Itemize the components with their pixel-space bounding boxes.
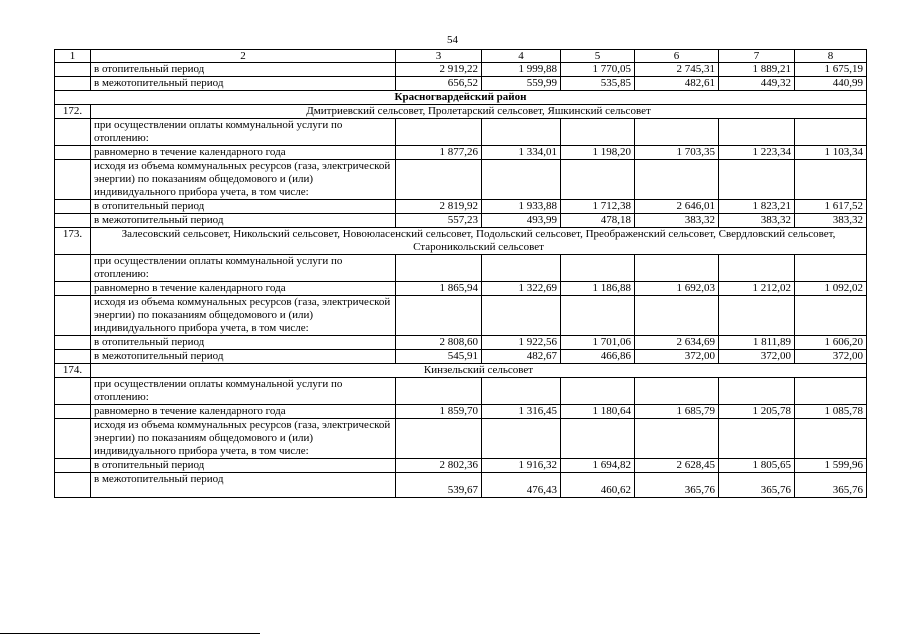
value-cell-empty — [482, 255, 561, 282]
meter-row — [55, 419, 867, 459]
tariff-table — [54, 49, 867, 498]
value-cell: 1 212,02 — [719, 282, 795, 296]
number-cell-empty — [55, 160, 91, 200]
value-cell-empty — [482, 119, 561, 146]
meter-row — [55, 160, 867, 200]
value-cell: 1 770,05 — [561, 63, 635, 77]
number-cell-empty — [55, 419, 91, 459]
value-cell: 1 322,69 — [482, 282, 561, 296]
value-cell: 1 103,34 — [795, 146, 867, 160]
value-cell-empty — [795, 119, 867, 146]
value-cell: 1 085,78 — [795, 405, 867, 419]
value-cell-empty — [561, 378, 635, 405]
value-cell: 365,76 — [635, 473, 719, 498]
number-cell-empty — [55, 473, 91, 498]
number-cell-empty — [55, 282, 91, 296]
value-cell: 372,00 — [795, 350, 867, 364]
value-cell-empty — [396, 119, 482, 146]
value-cell: 545,91 — [396, 350, 482, 364]
value-cell-empty — [396, 255, 482, 282]
column-header: 4 — [482, 50, 561, 63]
value-cell: 1 865,94 — [396, 282, 482, 296]
row-label: в межотопительный период — [91, 473, 396, 498]
row-label: при осуществлении оплаты коммунальной услуги по отоплению: — [91, 255, 396, 282]
header-row — [55, 50, 867, 63]
group-title-row — [55, 364, 867, 378]
intro-row — [55, 378, 867, 405]
number-cell-empty — [55, 119, 91, 146]
value-cell-empty — [396, 378, 482, 405]
value-cell: 383,32 — [795, 214, 867, 228]
row-label: исходя из объема коммунальных ресурсов (газа, электрической энергии) по показаниям общедомового и (или) индивидуального прибора учета, в том числе: — [91, 160, 396, 200]
value-cell: 383,32 — [719, 214, 795, 228]
value-cell: 1 334,01 — [482, 146, 561, 160]
value-cell-empty — [635, 160, 719, 200]
value-cell: 557,23 — [396, 214, 482, 228]
intro-row — [55, 255, 867, 282]
value-cell: 1 933,88 — [482, 200, 561, 214]
group-title: Залесовский сельсовет, Никольский сельсовет, Новоюласенский сельсовет, Подольский сельсовет, Преображенский сельсовет, Свердловский сельсовет, Староникольский сельсовет — [91, 228, 867, 255]
value-cell: 2 808,60 — [396, 336, 482, 350]
value-cell: 1 823,21 — [719, 200, 795, 214]
column-header: 7 — [719, 50, 795, 63]
value-cell-empty — [482, 296, 561, 336]
value-cell: 1 811,89 — [719, 336, 795, 350]
table-row — [55, 336, 867, 350]
value-cell: 1 922,56 — [482, 336, 561, 350]
value-cell-empty — [635, 255, 719, 282]
column-header: 2 — [91, 50, 396, 63]
value-cell: 1 805,65 — [719, 459, 795, 473]
value-cell: 1 186,88 — [561, 282, 635, 296]
value-cell: 1 205,78 — [719, 405, 795, 419]
value-cell: 482,61 — [635, 77, 719, 91]
row-label: в межотопительный период — [91, 350, 396, 364]
value-cell-empty — [635, 119, 719, 146]
value-cell: 1 701,06 — [561, 336, 635, 350]
value-cell: 1 316,45 — [482, 405, 561, 419]
value-cell: 559,99 — [482, 77, 561, 91]
value-cell: 1 703,35 — [635, 146, 719, 160]
value-cell: 1 685,79 — [635, 405, 719, 419]
value-cell: 2 646,01 — [635, 200, 719, 214]
value-cell: 1 999,88 — [482, 63, 561, 77]
page-number: 54 — [447, 34, 458, 46]
value-cell-empty — [482, 160, 561, 200]
region-title: Красногвардейский район — [55, 91, 867, 105]
group-number: 172. — [55, 105, 91, 119]
value-cell: 1 092,02 — [795, 282, 867, 296]
value-cell-empty — [719, 296, 795, 336]
value-cell-empty — [719, 119, 795, 146]
value-cell-empty — [396, 160, 482, 200]
value-cell-empty — [795, 419, 867, 459]
number-cell-empty — [55, 459, 91, 473]
value-cell: 2 802,36 — [396, 459, 482, 473]
number-cell-empty — [55, 255, 91, 282]
table-row — [55, 405, 867, 419]
table-row — [55, 63, 867, 77]
value-cell-empty — [635, 419, 719, 459]
value-cell: 440,99 — [795, 77, 867, 91]
table-row — [55, 214, 867, 228]
value-cell: 372,00 — [719, 350, 795, 364]
value-cell: 1 859,70 — [396, 405, 482, 419]
row-label: в отопительный период — [91, 336, 396, 350]
table-row — [55, 282, 867, 296]
number-cell-empty — [55, 350, 91, 364]
value-cell-empty — [719, 378, 795, 405]
value-cell: 372,00 — [635, 350, 719, 364]
value-cell: 1 180,64 — [561, 405, 635, 419]
row-label: в межотопительный период — [91, 77, 396, 91]
value-cell: 535,85 — [561, 77, 635, 91]
table-row — [55, 459, 867, 473]
table-row — [55, 350, 867, 364]
number-cell-empty — [55, 214, 91, 228]
value-cell-empty — [795, 160, 867, 200]
value-cell: 383,32 — [635, 214, 719, 228]
value-cell: 539,67 — [396, 473, 482, 498]
value-cell-empty — [635, 378, 719, 405]
number-cell-empty — [55, 77, 91, 91]
number-cell-empty — [55, 336, 91, 350]
value-cell: 449,32 — [719, 77, 795, 91]
value-cell-empty — [561, 419, 635, 459]
value-cell-empty — [795, 296, 867, 336]
value-cell-empty — [635, 296, 719, 336]
value-cell: 2 919,22 — [396, 63, 482, 77]
value-cell: 1 198,20 — [561, 146, 635, 160]
row-label: равномерно в течение календарного года — [91, 146, 396, 160]
number-cell-empty — [55, 146, 91, 160]
column-header: 3 — [396, 50, 482, 63]
number-cell-empty — [55, 63, 91, 77]
value-cell: 1 692,03 — [635, 282, 719, 296]
value-cell-empty — [561, 296, 635, 336]
value-cell: 2 628,45 — [635, 459, 719, 473]
value-cell: 482,67 — [482, 350, 561, 364]
value-cell: 2 634,69 — [635, 336, 719, 350]
value-cell: 476,43 — [482, 473, 561, 498]
column-header: 5 — [561, 50, 635, 63]
column-header: 8 — [795, 50, 867, 63]
value-cell-empty — [561, 160, 635, 200]
value-cell: 466,86 — [561, 350, 635, 364]
value-cell-empty — [561, 119, 635, 146]
value-cell-empty — [795, 378, 867, 405]
number-cell-empty — [55, 378, 91, 405]
value-cell: 2 819,92 — [396, 200, 482, 214]
meter-row — [55, 296, 867, 336]
value-cell-empty — [719, 160, 795, 200]
column-header: 6 — [635, 50, 719, 63]
number-cell-empty — [55, 296, 91, 336]
value-cell: 365,76 — [719, 473, 795, 498]
intro-row — [55, 119, 867, 146]
value-cell: 460,62 — [561, 473, 635, 498]
row-label: в отопительный период — [91, 459, 396, 473]
row-label: при осуществлении оплаты коммунальной услуги по отоплению: — [91, 378, 396, 405]
value-cell: 365,76 — [795, 473, 867, 498]
region-row — [55, 91, 867, 105]
value-cell-empty — [561, 255, 635, 282]
value-cell: 1 223,34 — [719, 146, 795, 160]
value-cell: 1 606,20 — [795, 336, 867, 350]
value-cell-empty — [719, 255, 795, 282]
value-cell-empty — [482, 419, 561, 459]
value-cell-empty — [396, 419, 482, 459]
table-row — [55, 200, 867, 214]
value-cell-empty — [396, 296, 482, 336]
table-row — [55, 146, 867, 160]
value-cell: 1 916,32 — [482, 459, 561, 473]
value-cell-empty — [795, 255, 867, 282]
row-label: равномерно в течение календарного года — [91, 405, 396, 419]
group-title: Дмитриевский сельсовет, Пролетарский сельсовет, Яшкинский сельсовет — [91, 105, 867, 119]
row-label: равномерно в течение календарного года — [91, 282, 396, 296]
value-cell-empty — [719, 419, 795, 459]
value-cell: 656,52 — [396, 77, 482, 91]
value-cell-empty — [482, 378, 561, 405]
value-cell: 1 712,38 — [561, 200, 635, 214]
number-cell-empty — [55, 405, 91, 419]
row-label: исходя из объема коммунальных ресурсов (газа, электрической энергии) по показаниям общедомового и (или) индивидуального прибора учета, в том числе: — [91, 419, 396, 459]
value-cell: 1 599,96 — [795, 459, 867, 473]
group-title-row — [55, 228, 867, 255]
row-label: при осуществлении оплаты коммунальной услуги по отоплению: — [91, 119, 396, 146]
table-row — [55, 473, 867, 498]
group-title-row — [55, 105, 867, 119]
row-label: в межотопительный период — [91, 214, 396, 228]
value-cell: 478,18 — [561, 214, 635, 228]
value-cell: 1 617,52 — [795, 200, 867, 214]
table-row — [55, 77, 867, 91]
value-cell: 2 745,31 — [635, 63, 719, 77]
row-label: исходя из объема коммунальных ресурсов (газа, электрической энергии) по показаниям общедомового и (или) индивидуального прибора учета, в том числе: — [91, 296, 396, 336]
group-number: 174. — [55, 364, 91, 378]
group-number: 173. — [55, 228, 91, 255]
number-cell-empty — [55, 200, 91, 214]
value-cell: 1 877,26 — [396, 146, 482, 160]
value-cell: 493,99 — [482, 214, 561, 228]
row-label: в отопительный период — [91, 200, 396, 214]
column-header: 1 — [55, 50, 91, 63]
footer-rule — [0, 633, 260, 634]
group-title: Кинзельский сельсовет — [91, 364, 867, 378]
value-cell: 1 889,21 — [719, 63, 795, 77]
row-label: в отопительный период — [91, 63, 396, 77]
value-cell: 1 694,82 — [561, 459, 635, 473]
value-cell: 1 675,19 — [795, 63, 867, 77]
